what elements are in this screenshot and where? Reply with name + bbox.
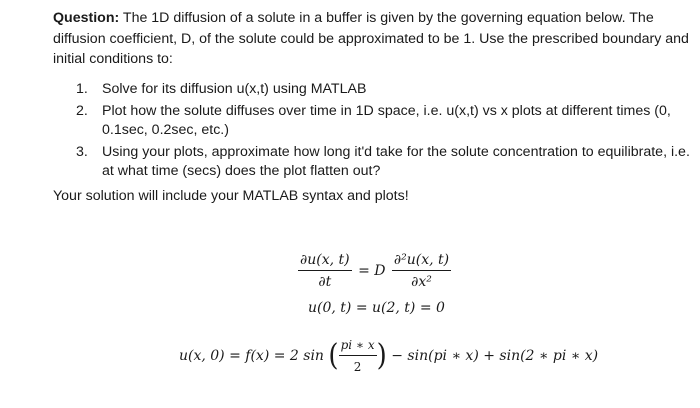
task-item-2 [76,102,691,141]
question-label: Question: [53,10,120,26]
task-list [76,80,691,184]
ic-lhs: u(x, 0) = f(x) = 2 sin [179,348,324,364]
closing-note: Your solution will include your MATLAB syntax and plots! [53,188,409,204]
task-number-3: 3. [76,143,88,160]
initial-condition [179,337,598,375]
ic-open-paren: ( [328,338,339,374]
pde-rhs-numerator: ∂²u(x, t) [392,252,451,271]
pde-equals-d: = D [358,263,386,279]
question-paragraph [53,8,693,70]
task-item-3 [76,143,691,182]
task-text-3: Using your plots, approximate how long it'd take for the solute concentration to equilibrate, i.e. at what time (secs) does the plot flatten out? [102,143,690,179]
governing-equation [298,252,451,296]
task-number-1: 1. [76,81,88,97]
task-text-2: Plot how the solute diffuses over time in 1D space, i.e. u(x,t) vs x plots at different times (0, 0.1sec, 0.2sec, etc.) [102,102,671,138]
pde-lhs-numerator: ∂u(x, t) [298,252,352,271]
ic-close-paren: ) [376,338,387,374]
task-text-1: Solve for its diffusion u(x,t) using MATLAB [102,81,367,97]
ic-fraction [339,337,377,375]
pde-lhs-denominator: ∂t [318,274,332,290]
ic-rest: − sin(pi ∗ x) + sin(2 ∗ pi ∗ x) [391,348,599,364]
question-text: The 1D diffusion of a solute in a buffer is given by the governing equation below. The diffusion coefficient, D, of the solute could be approximated to be 1. Use the prescribed boundary and initial conditions to: [53,10,689,67]
pde-rhs-fraction [392,252,451,290]
task-item-1 [76,80,691,100]
pde-rhs-denominator: ∂x² [411,274,432,290]
ic-fraction-numerator: pi ∗ x [339,337,377,356]
task-number-2: 2. [76,102,88,119]
boundary-condition: u(0, t) = u(2, t) = 0 [308,300,445,316]
ic-fraction-denominator: 2 [353,360,362,374]
pde-lhs-fraction [298,252,352,290]
